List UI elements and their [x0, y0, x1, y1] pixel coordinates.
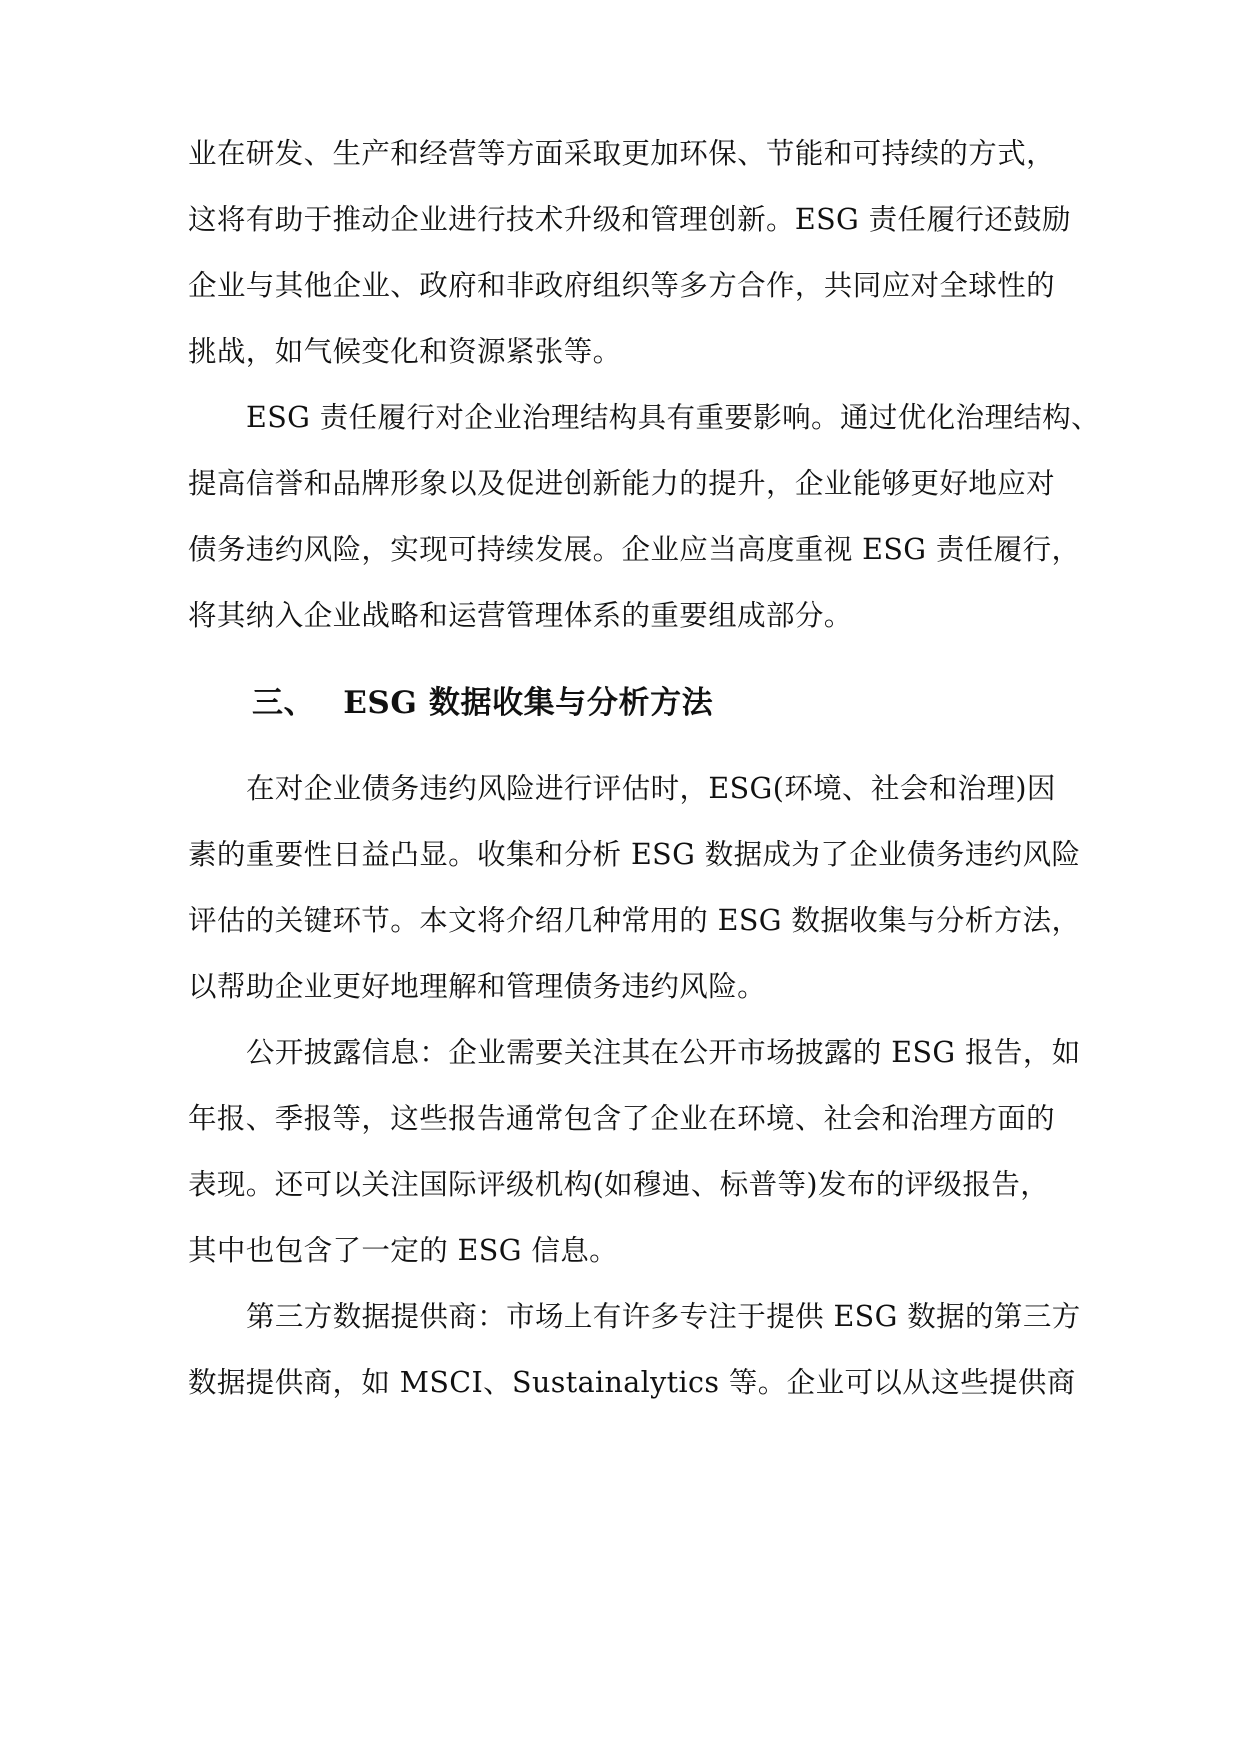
section-heading: [252, 683, 713, 723]
paragraph-line: 其中也包含了一定的 ESG 信息。: [188, 1234, 619, 1267]
paragraph-line: 将其纳入企业战略和运营管理体系的重要组成部分。: [188, 599, 853, 632]
paragraph-line: 企业与其他企业、政府和非政府组织等多方合作，共同应对全球性的: [188, 269, 1056, 302]
paragraph-line: 业在研发、生产和经营等方面采取更加环保、节能和可持续的方式，: [188, 137, 1056, 170]
paragraph-line: 提高信誉和品牌形象以及促进创新能力的提升，企业能够更好地应对: [188, 467, 1056, 500]
section-title: ESG 数据收集与分析方法: [343, 685, 714, 721]
paragraph-line: 年报、季报等，这些报告通常包含了企业在环境、社会和治理方面的: [188, 1102, 1056, 1135]
paragraph-line: 在对企业债务违约风险进行评估时，ESG(环境、社会和治理)因: [246, 772, 1056, 805]
section-number: 三、: [252, 685, 316, 721]
paragraph-line: 表现。还可以关注国际评级机构(如穆迪、标普等)发布的评级报告，: [188, 1168, 1050, 1201]
paragraph-line: 挑战，如气候变化和资源紧张等。: [188, 335, 622, 368]
paragraph-line: 这将有助于推动企业进行技术升级和管理创新。ESG 责任履行还鼓励: [188, 203, 1071, 236]
paragraph-line: 数据提供商，如 MSCI、Sustainalytics 等。企业可以从这些提供商: [188, 1366, 1076, 1399]
paragraph-line: 债务违约风险，实现可持续发展。企业应当高度重视 ESG 责任履行，: [188, 533, 1081, 566]
paragraph-line: 素的重要性日益凸显。收集和分析 ESG 数据成为了企业债务违约风险: [188, 838, 1081, 871]
paragraph-line: ESG 责任履行对企业治理结构具有重要影响。通过优化治理结构、: [246, 401, 1101, 434]
paragraph-line: 评估的关键环节。本文将介绍几种常用的 ESG 数据收集与分析方法，: [188, 904, 1081, 937]
paragraph-line: 公开披露信息：企业需要关注其在公开市场披露的 ESG 报告，如: [246, 1036, 1081, 1069]
paragraph-line: 第三方数据提供商：市场上有许多专注于提供 ESG 数据的第三方: [246, 1300, 1081, 1333]
paragraph-line: 以帮助企业更好地理解和管理债务违约风险。: [188, 970, 767, 1003]
